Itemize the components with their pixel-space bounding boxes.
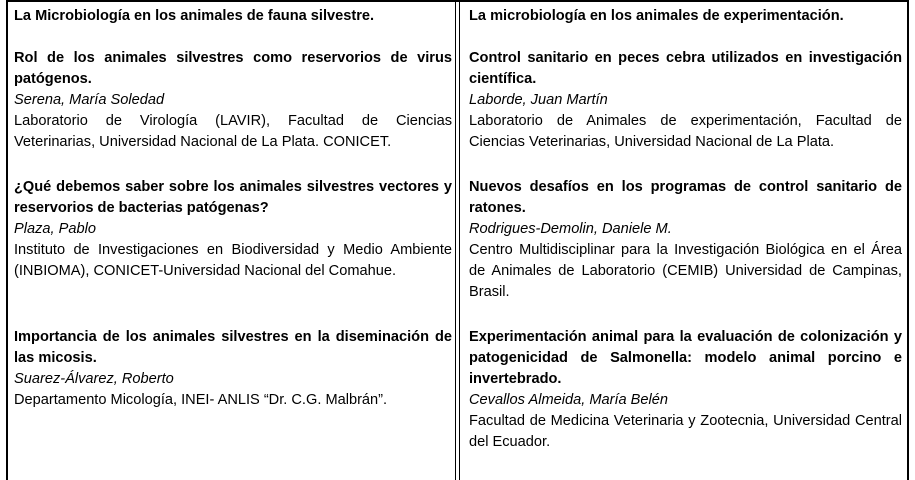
talk-author: Laborde, Juan Martín xyxy=(469,92,608,108)
column-divider-inner xyxy=(459,0,460,480)
right-talk-2 xyxy=(469,177,902,303)
talk-title: Rol de los animales silvestres como reservorios de virus patógenos. xyxy=(14,50,452,87)
talk-title: Nuevos desafíos en los programas de control sanitario de ratones. xyxy=(469,179,902,216)
left-session-header: La Microbiología en los animales de fauna silvestre. xyxy=(14,8,375,24)
left-column xyxy=(14,6,452,408)
left-talk-3 xyxy=(14,327,452,411)
left-talk-2 xyxy=(14,177,452,282)
right-talk-1 xyxy=(469,48,902,153)
talk-title: ¿Qué debemos saber sobre los animales silvestres vectores y reservorios de bacterias patógenas? xyxy=(14,179,452,216)
talk-author: Cevallos Almeida, María Belén xyxy=(469,392,668,408)
right-talk-3 xyxy=(469,327,902,453)
right-session-header: La microbiología en los animales de experimentación. xyxy=(469,8,844,24)
talk-author: Suarez-Álvarez, Roberto xyxy=(14,371,174,387)
talk-affiliation: Laboratorio de Animales de experimentación, Facultad de Ciencias Veterinarias, Universidad Nacional de La Plata. xyxy=(469,113,902,150)
left-talk-1 xyxy=(14,48,452,153)
talk-title: Control sanitario en peces cebra utilizados en investigación científica. xyxy=(469,50,902,87)
right-column xyxy=(469,6,902,450)
talk-title: Experimentación animal para la evaluación de colonización y patogenicidad de Salmonella: modelo animal porcino e invertebrado. xyxy=(469,329,902,387)
talk-author: Plaza, Pablo xyxy=(14,221,96,237)
talk-title: Importancia de los animales silvestres en la diseminación de las micosis. xyxy=(14,329,452,366)
talk-author: Serena, María Soledad xyxy=(14,92,165,108)
talk-affiliation: Laboratorio de Virología (LAVIR), Facultad de Ciencias Veterinarias, Universidad Nacional de La Plata. CONICET. xyxy=(14,113,452,150)
talk-author: Rodrigues-Demolin, Daniele M. xyxy=(469,221,672,237)
column-divider xyxy=(455,0,456,480)
talk-affiliation: Facultad de Medicina Veterinaria y Zootecnia, Universidad Central del Ecuador. xyxy=(469,413,902,450)
talk-affiliation: Instituto de Investigaciones en Biodiversidad y Medio Ambiente (INBIOMA), CONICET-Universidad Nacional del Comahue. xyxy=(14,242,452,279)
talk-affiliation: Centro Multidisciplinar para la Investigación Biológica en el Área de Animales de Laboratorio (CEMIB) Universidad de Campinas, Brasil. xyxy=(469,242,902,300)
talk-affiliation: Departamento Micología, INEI- ANLIS “Dr. C.G. Malbrán”. xyxy=(14,392,388,408)
